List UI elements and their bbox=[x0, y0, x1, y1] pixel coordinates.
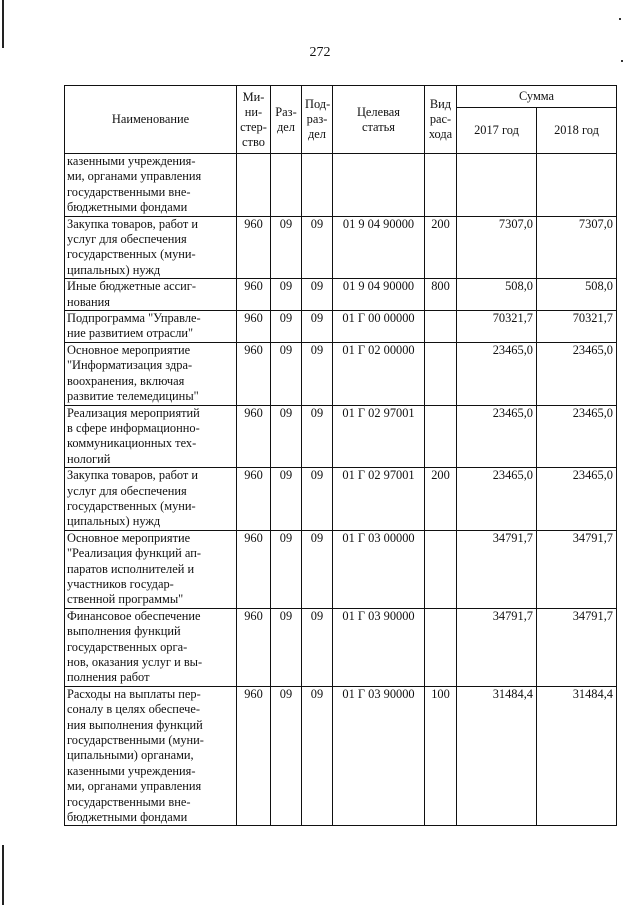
row-name-line: развитие телемедицины" bbox=[67, 389, 199, 404]
row-sum-2017: 23465,0 bbox=[457, 342, 537, 405]
row-target: 01 9 04 90000 bbox=[333, 216, 425, 279]
row-section: 09 bbox=[271, 311, 302, 343]
table-row bbox=[65, 468, 617, 531]
row-ministry: 960 bbox=[237, 468, 271, 531]
row-subsection bbox=[302, 154, 333, 217]
row-sum-2017: 508,0 bbox=[457, 279, 537, 311]
row-section bbox=[271, 154, 302, 217]
row-section: 09 bbox=[271, 468, 302, 531]
row-sum-2018: 7307,0 bbox=[537, 216, 617, 279]
row-target: 01 Г 03 90000 bbox=[333, 686, 425, 826]
row-name-line: Подпрограмма "Управле- bbox=[67, 311, 201, 326]
row-section: 09 bbox=[271, 530, 302, 608]
table-body bbox=[65, 154, 617, 826]
row-name-line: государственных орга- bbox=[67, 639, 188, 654]
row-target: 01 Г 02 00000 bbox=[333, 342, 425, 405]
scan-speck bbox=[619, 18, 621, 20]
header-subsection bbox=[302, 86, 333, 154]
row-sum-2018: 23465,0 bbox=[537, 468, 617, 531]
row-subsection: 09 bbox=[302, 530, 333, 608]
row-subsection: 09 bbox=[302, 311, 333, 343]
row-name bbox=[65, 608, 237, 686]
budget-table bbox=[64, 85, 617, 826]
row-name-line: казенными учреждения- bbox=[67, 154, 196, 168]
row-name-line: соналу в целях обеспече- bbox=[67, 702, 200, 717]
row-name-line: ми, органами управления bbox=[67, 779, 202, 794]
row-expense-type bbox=[425, 154, 457, 217]
header-section-line: Раз- bbox=[275, 104, 297, 119]
header-sum: Сумма bbox=[457, 86, 617, 108]
row-target: 01 Г 02 97001 bbox=[333, 405, 425, 468]
row-section: 09 bbox=[271, 405, 302, 468]
row-expense-type: 800 bbox=[425, 279, 457, 311]
row-name bbox=[65, 311, 237, 343]
row-subsection: 09 bbox=[302, 216, 333, 279]
row-name-line: участников государ- bbox=[67, 576, 174, 591]
row-target: 01 Г 03 90000 bbox=[333, 608, 425, 686]
table-row bbox=[65, 216, 617, 279]
row-section: 09 bbox=[271, 686, 302, 826]
row-ministry bbox=[237, 154, 271, 217]
row-name-line: ципальных) нужд bbox=[67, 262, 161, 277]
header-ministry-line: стер- bbox=[240, 119, 267, 134]
row-expense-type bbox=[425, 311, 457, 343]
row-target bbox=[333, 154, 425, 217]
row-ministry: 960 bbox=[237, 686, 271, 826]
row-sum-2018: 23465,0 bbox=[537, 405, 617, 468]
row-name bbox=[65, 154, 237, 217]
row-name bbox=[65, 530, 237, 608]
row-sum-2017: 23465,0 bbox=[457, 468, 537, 531]
row-subsection: 09 bbox=[302, 279, 333, 311]
row-expense-type bbox=[425, 530, 457, 608]
header-expense-line: хода bbox=[428, 127, 453, 141]
scan-edge-bottom bbox=[2, 845, 4, 905]
row-name-line: ния выполнения функций bbox=[67, 717, 203, 732]
header-subsection-line: дел bbox=[308, 127, 326, 141]
row-name-line: нования bbox=[67, 294, 110, 309]
header-subsection-line: раз- bbox=[306, 112, 328, 126]
row-name-line: Основное мероприятие bbox=[67, 342, 191, 357]
row-sum-2017: 34791,7 bbox=[457, 608, 537, 686]
table-row bbox=[65, 608, 617, 686]
header-name: Наименование bbox=[65, 86, 237, 154]
row-target: 01 9 04 90000 bbox=[333, 279, 425, 311]
row-ministry: 960 bbox=[237, 311, 271, 343]
row-section: 09 bbox=[271, 608, 302, 686]
row-subsection: 09 bbox=[302, 468, 333, 531]
row-name-line: коммуникационных тех- bbox=[67, 436, 197, 451]
row-name-line: Реализация мероприятий bbox=[67, 405, 200, 420]
row-name bbox=[65, 279, 237, 311]
row-expense-type bbox=[425, 405, 457, 468]
row-subsection: 09 bbox=[302, 342, 333, 405]
row-name-line: государственных (муни- bbox=[67, 498, 196, 513]
row-subsection: 09 bbox=[302, 686, 333, 826]
row-name-line: услуг для обеспечения bbox=[67, 232, 187, 247]
row-name-line: воохранения, включая bbox=[67, 373, 185, 388]
header-expense-line: Вид bbox=[429, 97, 452, 111]
row-sum-2017: 7307,0 bbox=[457, 216, 537, 279]
row-name-line: ми, органами управления bbox=[67, 169, 202, 184]
row-name-line: услуг для обеспечения bbox=[67, 483, 187, 498]
row-name bbox=[65, 686, 237, 826]
header-target bbox=[333, 86, 425, 154]
table-row bbox=[65, 686, 617, 826]
row-sum-2018: 508,0 bbox=[537, 279, 617, 311]
row-expense-type bbox=[425, 342, 457, 405]
row-sum-2017: 34791,7 bbox=[457, 530, 537, 608]
table-row bbox=[65, 405, 617, 468]
table-row bbox=[65, 279, 617, 311]
row-name-line: полнения работ bbox=[67, 670, 150, 685]
row-name-line: Закупка товаров, работ и bbox=[67, 216, 199, 231]
row-name-line: "Информатизация здра- bbox=[67, 358, 193, 373]
row-name-line: выполнения функций bbox=[67, 624, 181, 639]
row-section: 09 bbox=[271, 279, 302, 311]
row-section: 09 bbox=[271, 216, 302, 279]
row-target: 01 Г 00 00000 bbox=[333, 311, 425, 343]
header-ministry-line: Ми- bbox=[242, 89, 265, 104]
row-name-line: казенными учреждения- bbox=[67, 763, 196, 778]
table-row bbox=[65, 311, 617, 343]
header-ministry-line: ни- bbox=[244, 104, 263, 119]
header-section bbox=[271, 86, 302, 154]
header-year-2018: 2018 год bbox=[537, 108, 617, 154]
row-name-line: паратов исполнителей и bbox=[67, 561, 195, 576]
row-target: 01 Г 02 97001 bbox=[333, 468, 425, 531]
header-subsection-line: Под- bbox=[305, 97, 331, 111]
row-name-line: Закупка товаров, работ и bbox=[67, 468, 199, 483]
header-target-line: Целевая bbox=[356, 104, 401, 119]
row-sum-2018: 34791,7 bbox=[537, 608, 617, 686]
header-ministry-line: ство bbox=[242, 134, 265, 149]
row-name bbox=[65, 216, 237, 279]
row-sum-2018: 31484,4 bbox=[537, 686, 617, 826]
row-name-line: государственными вне- bbox=[67, 794, 191, 809]
row-ministry: 960 bbox=[237, 608, 271, 686]
row-expense-type: 200 bbox=[425, 468, 457, 531]
row-sum-2017 bbox=[457, 154, 537, 217]
table-row bbox=[65, 154, 617, 217]
row-name bbox=[65, 342, 237, 405]
row-expense-type bbox=[425, 608, 457, 686]
row-sum-2018 bbox=[537, 154, 617, 217]
row-section: 09 bbox=[271, 342, 302, 405]
page-number: 272 bbox=[309, 45, 331, 60]
row-name-line: ние развитием отрасли" bbox=[67, 326, 194, 341]
row-ministry: 960 bbox=[237, 530, 271, 608]
scan-edge-top bbox=[2, 0, 4, 48]
table-row bbox=[65, 530, 617, 608]
row-sum-2017: 23465,0 bbox=[457, 405, 537, 468]
row-ministry: 960 bbox=[237, 279, 271, 311]
row-ministry: 960 bbox=[237, 216, 271, 279]
row-name bbox=[65, 405, 237, 468]
row-name-line: государственными (муни- bbox=[67, 733, 204, 748]
row-name-line: ственной программы" bbox=[67, 592, 184, 607]
row-name-line: бюджетными фондами bbox=[67, 810, 188, 825]
row-name-line: ципальных) нужд bbox=[67, 514, 161, 529]
row-name-line: бюджетными фондами bbox=[67, 200, 188, 215]
header-section-line: дел bbox=[277, 119, 295, 134]
row-target: 01 Г 03 00000 bbox=[333, 530, 425, 608]
row-name-line: нологий bbox=[67, 451, 111, 466]
row-name-line: Финансовое обеспечение bbox=[67, 608, 201, 623]
row-name-line: Расходы на выплаты пер- bbox=[67, 686, 201, 701]
row-expense-type: 100 bbox=[425, 686, 457, 826]
row-name-line: в сфере информационно- bbox=[67, 420, 200, 435]
row-ministry: 960 bbox=[237, 342, 271, 405]
row-subsection: 09 bbox=[302, 608, 333, 686]
row-name-line: государственных (муни- bbox=[67, 247, 196, 262]
row-expense-type: 200 bbox=[425, 216, 457, 279]
row-name-line: Иные бюджетные ассиг- bbox=[67, 279, 196, 294]
header-expense-type bbox=[425, 86, 457, 154]
row-name-line: ципальными) органами, bbox=[67, 748, 194, 763]
row-name-line: государственными вне- bbox=[67, 184, 191, 199]
row-sum-2017: 31484,4 bbox=[457, 686, 537, 826]
row-sum-2017: 70321,7 bbox=[457, 311, 537, 343]
row-name-line: нов, оказания услуг и вы- bbox=[67, 655, 203, 669]
header-year-2017: 2017 год bbox=[457, 108, 537, 154]
row-subsection: 09 bbox=[302, 405, 333, 468]
header-ministry bbox=[237, 86, 271, 154]
row-sum-2018: 23465,0 bbox=[537, 342, 617, 405]
row-sum-2018: 34791,7 bbox=[537, 530, 617, 608]
table-row bbox=[65, 342, 617, 405]
row-ministry: 960 bbox=[237, 405, 271, 468]
header-target-line: статья bbox=[361, 119, 395, 134]
header-expense-line: рас- bbox=[429, 112, 452, 126]
row-name bbox=[65, 468, 237, 531]
row-name-line: "Реализация функций ап- bbox=[67, 546, 201, 561]
row-sum-2018: 70321,7 bbox=[537, 311, 617, 343]
row-name-line: Основное мероприятие bbox=[67, 530, 191, 545]
